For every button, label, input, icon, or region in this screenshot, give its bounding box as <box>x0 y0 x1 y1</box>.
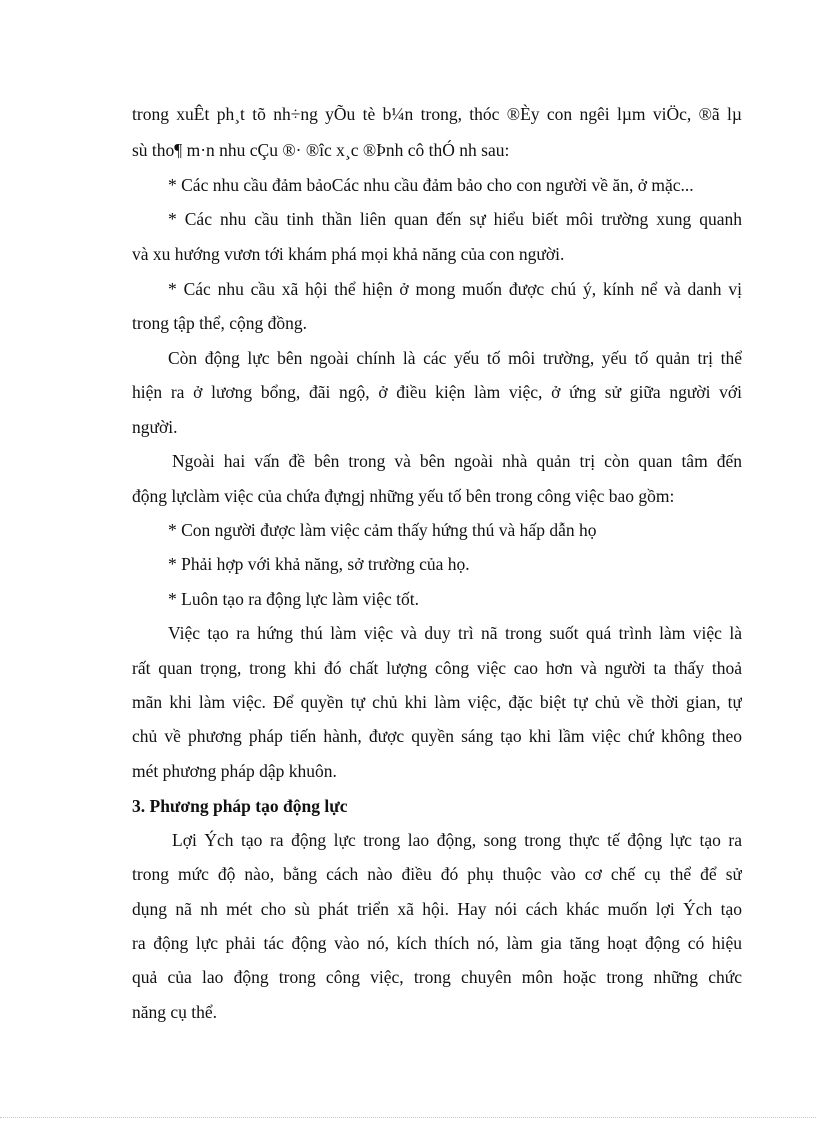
text-line: năng cụ thể. <box>132 1002 218 1022</box>
text-line: quả của lao động trong công việc, trong chuyên môn hoặc trong những chức <box>132 967 742 987</box>
text-line: trong xuÊt ph¸t tõ nh÷ng yÕu tè b¼n trong, thóc ®Èy con ngêi lµm viÖc, ®ã lµ <box>132 104 742 124</box>
text-line: * Các nhu cầu đảm bảoCác nhu cầu đảm bảo cho con người về ăn, ở mặc... <box>168 175 694 195</box>
text-line: Việc tạo ra hứng thú làm việc và duy trì nã trong suốt quá trình làm việc là <box>168 623 742 643</box>
text-line: ra động lực phải tác động vào nó, kích thích nó, làm gia tăng hoạt động có hiệu <box>132 933 742 953</box>
text-line: * Các nhu cầu xã hội thể hiện ở mong muốn được chú ý, kính nể và danh vị <box>168 279 742 299</box>
page-bottom-rule <box>0 1117 816 1118</box>
section-heading: 3. Phương pháp tạo động lực <box>132 796 348 816</box>
text-line: động lựclàm việc của chứa đựngj những yếu tố bên trong công việc bao gồm: <box>132 486 675 506</box>
text-line: Còn động lực bên ngoài chính là các yếu tố môi trường, yếu tố quản trị thể <box>168 348 742 368</box>
text-line: sù tho¶ m·n nhu cÇu ®· ®îc x¸c ®Þnh cô thÓ nh sau: <box>132 140 510 160</box>
text-line: * Luôn tạo ra động lực làm việc tốt. <box>168 589 420 609</box>
text-line: * Phải hợp với khả năng, sở trường của họ. <box>168 554 470 574</box>
text-line: hiện ra ở lương bổng, đãi ngộ, ở điều kiện làm việc, ở ứng sử giữa người với <box>132 382 742 402</box>
text-line: Lợi Ých tạo ra động lực trong lao động, song trong thực tế động lực tạo ra <box>172 830 742 850</box>
text-line: Ngoài hai vấn đề bên trong và bên ngoài nhà quản trị còn quan tâm đến <box>172 451 742 471</box>
text-line: chủ về phương pháp tiến hành, được quyền sáng tạo khi lầm việc chứ không theo <box>132 726 742 746</box>
text-line: và xu hướng vươn tới khám phá mọi khả năng của con người. <box>132 244 565 264</box>
text-line: mãn khi làm việc. Để quyền tự chủ khi làm việc, đặc biệt tự chủ về thời gian, tự <box>132 692 742 712</box>
text-line: mét phương pháp dập khuôn. <box>132 761 337 781</box>
text-line: dụng nã nh mét cho sù phát triển xã hội. Hay nói cách khác muốn lợi Ých tạo <box>132 899 742 919</box>
text-line: * Con người được làm việc cảm thấy hứng thú và hấp dẫn họ <box>168 520 597 540</box>
text-line: trong tập thể, cộng đồng. <box>132 313 307 333</box>
text-line: * Các nhu cầu tinh thần liên quan đến sự hiểu biết môi trường xung quanh <box>168 209 742 229</box>
text-line: trong mức độ nào, bằng cách nào điều đó phụ thuộc vào cơ chế cụ thể để sử <box>132 864 742 884</box>
text-line: người. <box>132 417 178 437</box>
text-line: rất quan trọng, trong khi đó chất lượng công việc cao hơn và người ta thấy thoả <box>132 658 742 678</box>
